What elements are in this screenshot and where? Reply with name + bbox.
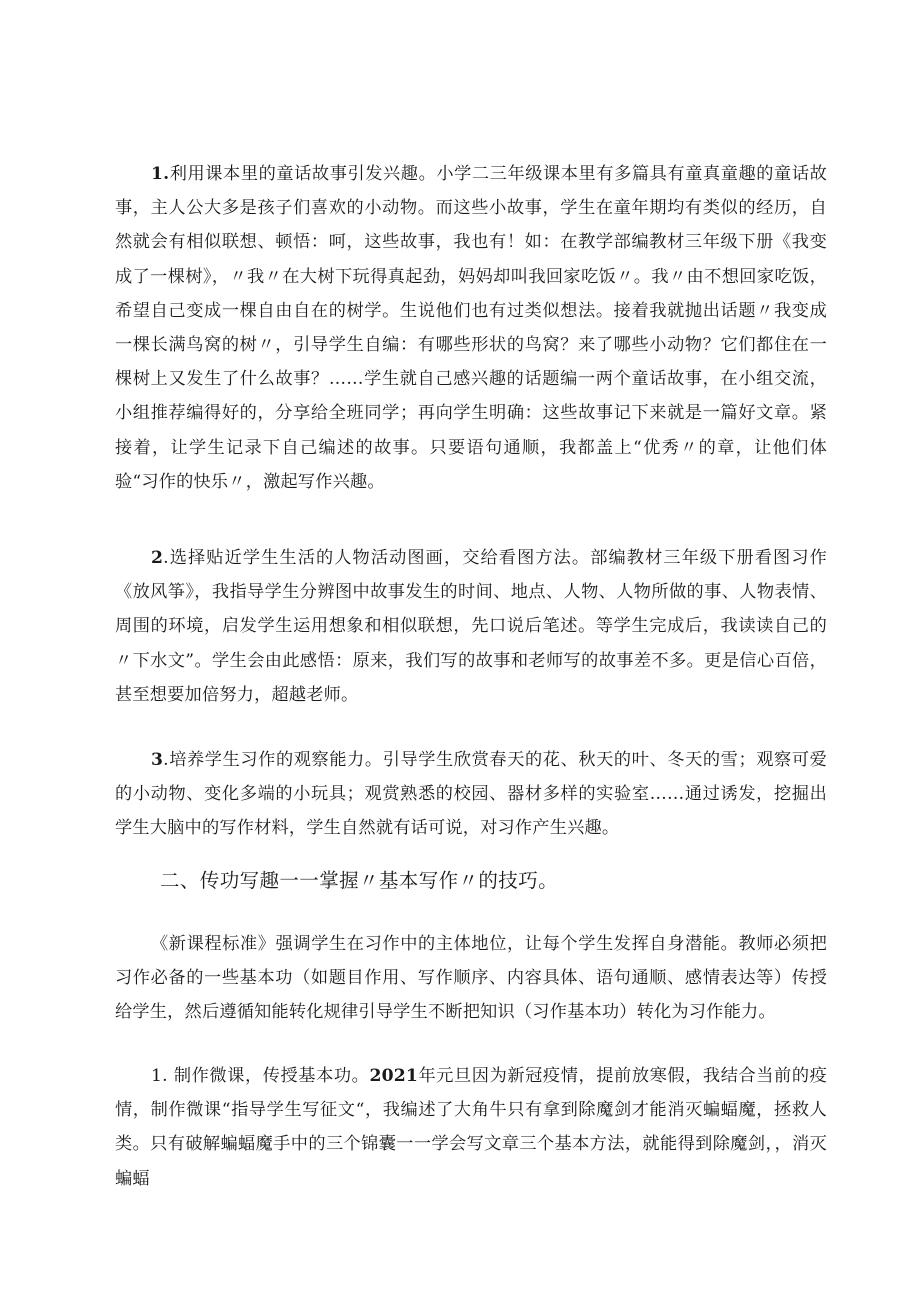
paragraph-2 [115,541,827,712]
paragraph-number: 3 [151,750,164,770]
paragraph-lead: 1. 制作微课，传授基本功。 [151,1066,370,1086]
paragraph-text: .选择贴近学生生活的人物活动图画，交给看图方法。部编教材三年级下册看图习作《放风筝》，我指导学生分辨图中故事发生的时间、地点、人物、人物所做的事、人物表情、周围的环境，启发学生运用想象和相似联想，先口说后笔述。等学生完成后，我读读自己的〃下水文”。学生会由此感悟：原来，我们写的故事和老师写的故事差不多。更是信心百倍，甚至想要加倍努力，超越老师。 [115,548,827,705]
paragraph-text: 年元旦因为新冠疫情，提前放寒假，我结合当前的疫情，制作微课“指导学生写征文“，我编述了大角牛只有拿到除魔剑才能消灭蝙蝠魔，拯救人类。只有破解蝙蝠魔手中的三个锦囊一一学会写文章三个基本方法，就能得到除魔剑，，消灭蝙蝠 [115,1066,827,1189]
section-heading: 二、传功写趣一一掌握〃基本写作〃的技巧。 [160,869,559,892]
paragraph-1 [115,157,827,499]
year-text: 2021 [369,1066,419,1086]
paragraph-3 [115,743,827,846]
intro-paragraph: 《新课程标准》强调学生在习作中的主体地位，让每个学生发挥自身潜能。教师必须把习作必备的一些基本功（如题目作用、写作顺序、内容具体、语句通顺、感情表达等）传授给学生，然后遵循知能转化规律引导学生不断把知识（习作基本功）转化为习作能力。 [115,934,827,1023]
paragraph-number: 2 [151,548,164,568]
paragraph-number: 1. [151,164,170,184]
paragraph-text: .培养学生习作的观察能力。引导学生欣赏春天的花、秋天的叶、冬天的雪；观察可爱的小动物、变化多端的小玩具；观赏熟悉的校园、器材多样的实验室……通过诱发，挖掘出学生大脑中的写作材料，学生自然就有话可说，对习作产生兴趣。 [115,750,827,839]
paragraph-text: 利用课本里的童话故事引发兴趣。小学二三年级课本里有多篇具有童真童趣的童话故事，主人公大多是孩子们喜欢的小动物。而这些小故事，学生在童年期均有类似的经历，自然就会有相似联想、顿悟：呵，这些故事，我也有！如：在教学部编教材三年级下册《我变成了一棵树》，〃我〃在大树下玩得真起劲，妈妈却叫我回家吃饭〃。我〃由不想回家吃饭，希望自己变成一棵自由自在的树学。生说他们也有过类似想法。接着我就抛出话题〃我变成一棵长满鸟窝的树〃，引导学生自编：有哪些形状的鸟窝？来了哪些小动物？它们都住在一棵树上又发生了什么故事？……学生就自己感兴趣的话题编一两个童话故事，在小组交流，小组推荐编得好的，分享给全班同学；再向学生明确：这些故事记下来就是一篇好文章。紧接着，让学生记录下自己编述的故事。只要语句通顺，我都盖上“优秀〃的章，让他们体验“习作的快乐〃，激起写作兴趣。 [115,164,827,492]
paragraph-microlesson [115,1059,827,1196]
